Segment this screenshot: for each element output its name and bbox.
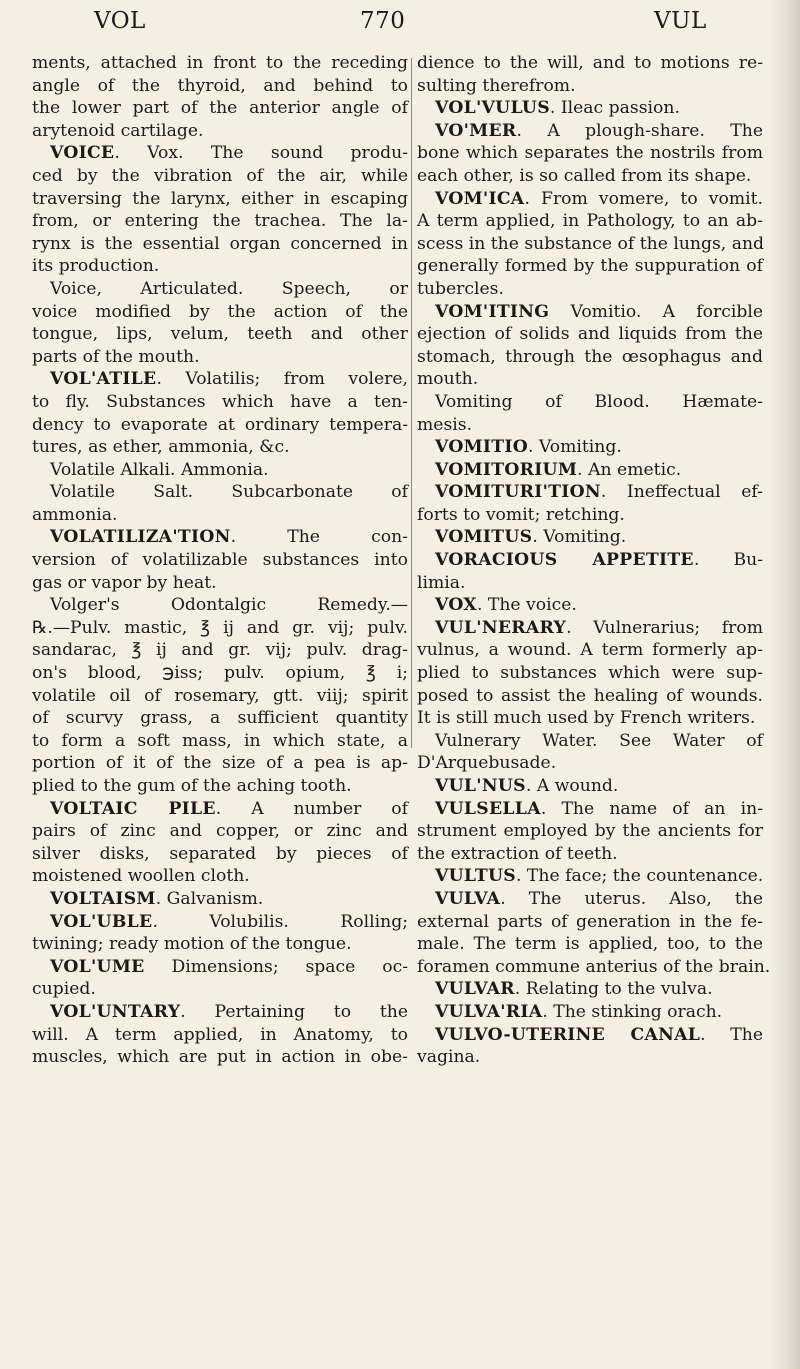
- text-line: VUL'NERARY. Vulnerarius; from: [435, 617, 763, 638]
- text-line: dency to evaporate at ordinary tempera-: [32, 414, 408, 435]
- text-line: sandarac, ℥ ij and gr. vij; pulv. drag-: [32, 640, 408, 661]
- text-line: voice modified by the action of the: [32, 301, 408, 322]
- left-text-column: [32, 52, 408, 1069]
- text-line: tubercles.: [417, 278, 504, 299]
- text-line: VULSELLA. The name of an in-: [435, 798, 763, 819]
- text-line: rynx is the essential organ concerned in: [32, 233, 408, 254]
- text-line: portion of it of the size of a pea is ap-: [32, 753, 408, 774]
- text-line: cupied.: [32, 979, 96, 1000]
- header-right-word: VUL: [654, 8, 707, 34]
- text-line: dience to the will, and to motions re-: [417, 53, 763, 73]
- text-line: pairs of zinc and copper, or zinc and: [32, 821, 408, 842]
- text-line: VOMITUS . Vomiting.: [435, 527, 627, 548]
- text-line: VOL'ATILE. Volatilis; from volere,: [50, 369, 408, 390]
- text-line: Voice, Articulated. Speech, or: [50, 278, 408, 299]
- text-line: VUL'NUS . A wound.: [435, 776, 619, 796]
- text-line: D'Arquebusade.: [417, 753, 557, 774]
- text-line: A term applied, in Pathology, to an ab-: [417, 211, 763, 232]
- text-line: VOLTAIC PILE. A number of: [50, 798, 408, 819]
- text-line: twining; ready motion of the tongue.: [32, 934, 352, 955]
- text-line: from, or entering the trachea. The la-: [32, 211, 408, 232]
- text-line: arytenoid cartilage.: [32, 120, 204, 141]
- column-divider: [411, 58, 412, 748]
- text-line: ammonia.: [32, 504, 118, 525]
- text-line: vagina.: [417, 1047, 481, 1068]
- text-line: will. A term applied, in Anatomy, to: [32, 1024, 408, 1045]
- text-line: ℞.—Pulv. mastic, ℥ ij and gr. vij; pulv.: [32, 617, 408, 638]
- header-left-word: VOL: [94, 8, 146, 34]
- text-line: generally formed by the suppuration of: [417, 256, 763, 277]
- page-number: 770: [360, 8, 406, 34]
- text-line: VOL'UME Dimensions; space oc-: [50, 956, 408, 977]
- text-line: VOX . The voice.: [435, 595, 577, 616]
- text-line: to fly. Substances which have a ten-: [32, 391, 408, 412]
- text-line: sulting therefrom.: [417, 75, 576, 96]
- text-line: VOL'UNTARY. Pertaining to the: [50, 1001, 408, 1022]
- text-line: Volger's Odontalgic Remedy.—: [50, 595, 408, 616]
- text-line: VOICE. Vox. The sound produ-: [50, 143, 408, 164]
- text-line: VULTUS . The face; the countenance.: [435, 866, 764, 887]
- text-line: VOMITIO . Vomiting.: [435, 437, 622, 458]
- text-line: Volatile Salt. Subcarbonate of: [50, 482, 408, 503]
- text-line: external parts of generation in the fe-: [417, 911, 763, 932]
- text-line: VOM'ITING Vomitio. A forcible: [435, 301, 763, 322]
- text-line: version of volatilizable substances into: [32, 550, 408, 571]
- text-line: ced by the vibration of the air, while: [32, 165, 408, 186]
- text-line: plied to substances which were sup-: [417, 663, 763, 684]
- text-line: forts to vomit; retching.: [417, 504, 625, 525]
- text-line: VULVO-UTERINE CANAL. The: [435, 1024, 763, 1045]
- text-line: scess in the substance of the lungs, and: [417, 233, 765, 254]
- text-line: silver disks, separated by pieces of: [32, 843, 408, 864]
- text-line: strument employed by the ancients for: [417, 821, 763, 842]
- text-line: angle of the thyroid, and behind to: [32, 75, 408, 96]
- text-line: of scurvy grass, a sufficient quantity: [32, 708, 408, 729]
- text-line: male. The term is applied, too, to the: [417, 934, 763, 955]
- text-line: plied to the gum of the aching tooth.: [32, 776, 352, 796]
- page-edge-shadow: [770, 0, 800, 1369]
- text-line: VOLTAISM . Galvanism.: [50, 888, 264, 909]
- text-line: the lower part of the anterior angle of: [32, 98, 408, 119]
- text-line: ejection of solids and liquids from the: [417, 324, 763, 345]
- text-line: moistened woollen cloth.: [32, 866, 250, 887]
- text-line: VOMITURI'TION. Ineffectual ef-: [435, 482, 763, 503]
- text-line: mesis.: [417, 414, 473, 435]
- text-line: parts of the mouth.: [32, 346, 200, 367]
- text-line: tures, as ether, ammonia, &c.: [32, 437, 290, 458]
- text-line: VULVA. The uterus. Also, the: [435, 888, 763, 909]
- text-line: muscles, which are put in action in obe-: [32, 1047, 408, 1068]
- text-line: mouth.: [417, 369, 479, 390]
- text-line: volatile oil of rosemary, gtt. viij; spirit: [32, 685, 408, 706]
- text-line: VOLATILIZA'TION. The con-: [50, 527, 408, 548]
- text-line: to form a soft mass, in which state, a: [32, 730, 408, 751]
- text-line: limia.: [417, 572, 466, 593]
- text-line: ments, attached in front to the receding: [32, 53, 408, 73]
- text-line: the extraction of teeth.: [417, 843, 618, 864]
- text-line: VOMITORIUM . An emetic.: [435, 459, 682, 480]
- right-text-column: [417, 52, 771, 1069]
- text-line: Vomiting of Blood. Hæmate-: [435, 391, 763, 412]
- text-line: It is still much used by French writers.: [417, 708, 756, 729]
- text-line: Vulnerary Water. See Water of: [435, 730, 763, 751]
- text-line: VORACIOUS APPETITE. Bu-: [435, 550, 764, 571]
- text-line: VO'MER. A plough-share. The: [435, 120, 763, 141]
- text-line: VULVA'RIA . The stinking orach.: [435, 1001, 723, 1022]
- text-line: VOL'UBLE. Volubilis. Rolling;: [50, 911, 408, 932]
- text-line: VULVAR . Relating to the vulva.: [435, 979, 713, 1000]
- text-line: VOM'ICA. From vomere, to vomit.: [435, 188, 763, 209]
- text-line: gas or vapor by heat.: [32, 572, 217, 593]
- text-line: vulnus, a wound. A term formerly ap-: [417, 640, 763, 661]
- running-header: [20, 8, 756, 42]
- text-line: each other, is so called from its shape.: [417, 165, 752, 186]
- text-line: on's blood, ℈iss; pulv. opium, ℥ i;: [32, 663, 408, 684]
- text-line: Volatile Alkali. Ammonia.: [50, 459, 269, 480]
- text-line: posed to assist the healing of wounds.: [417, 685, 763, 706]
- text-line: stomach, through the œsophagus and: [417, 346, 763, 367]
- text-line: bone which separates the nostrils from: [417, 143, 763, 164]
- text-line: traversing the larynx, either in escaping: [32, 188, 408, 209]
- text-line: VOL'VULUS . Ileac passion.: [435, 98, 680, 119]
- text-line: its production.: [32, 256, 160, 277]
- text-line: tongue, lips, velum, teeth and other: [32, 324, 408, 345]
- text-line: foramen commune anterius of the brain.: [417, 956, 771, 977]
